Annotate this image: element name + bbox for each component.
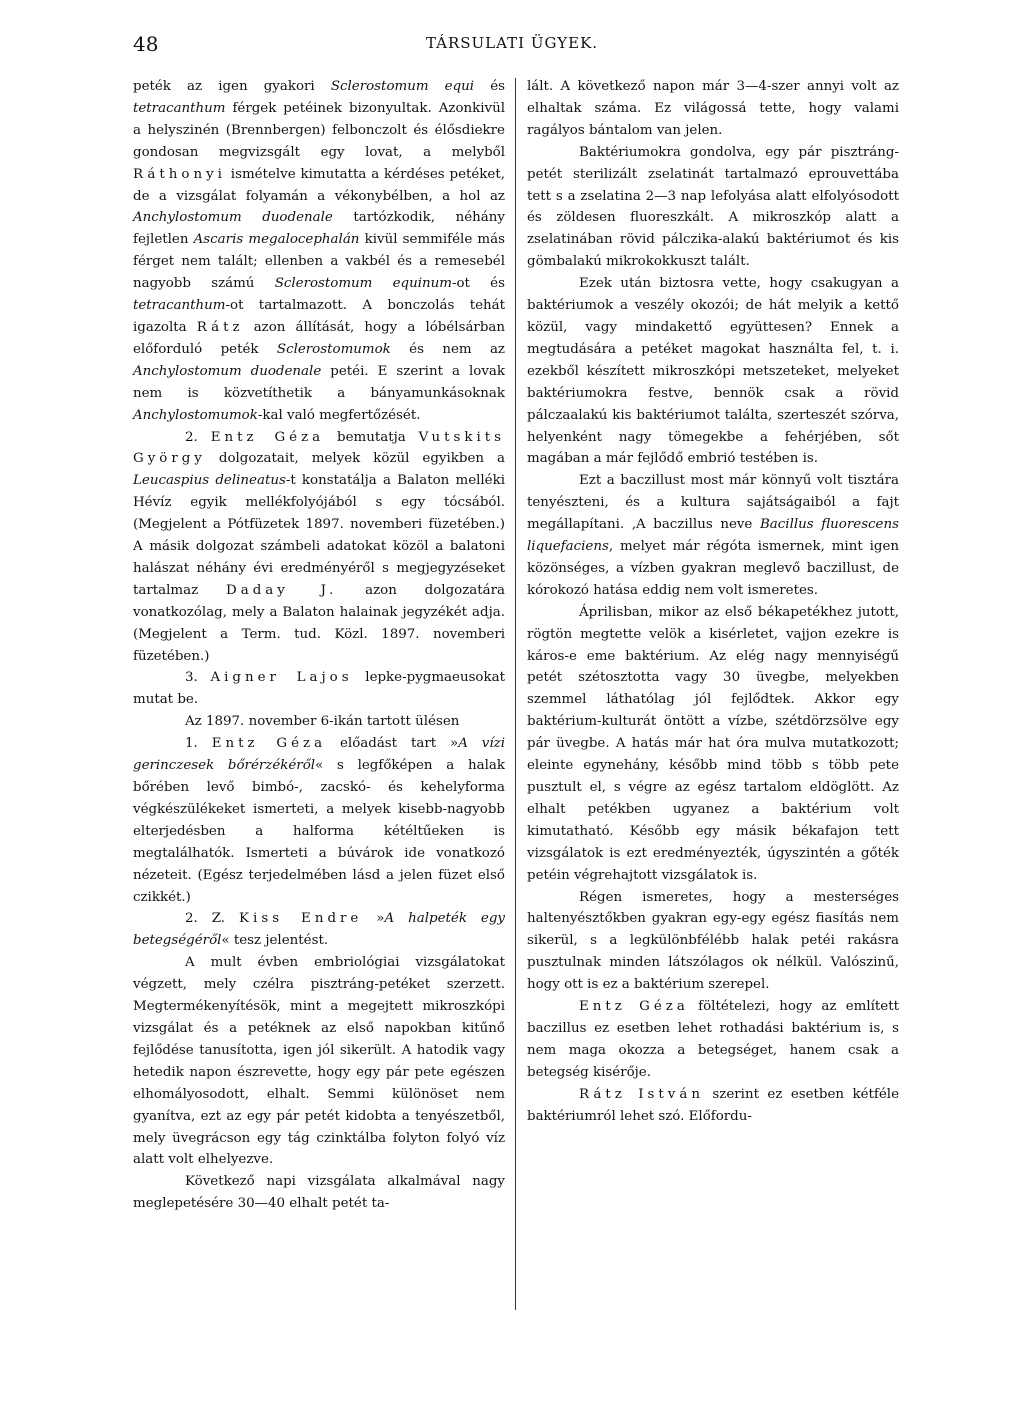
paragraph: 1. Entz Géza előadást tart »A vízi gerinczesek bőrérzékéről« s legfőképen a halak bőrében levő bimbó-, zacskó- és kehelyforma végkészülékeket ismerteti, a melyek kisebb-nagyobb elterjedésben a halforma kétéltűeken is megtalálhatók. Ismerteti a búvárok ide vonatkozó nézeteit. (Egész terjedelmében lásd a jelen füzet első czikkét.)	[133, 736, 505, 905]
running-head: TÁRSULATI ÜGYEK.	[425, 34, 599, 52]
paragraph: Ezek után biztosra vette, hogy csakugyan a baktériumok a veszély okozói; de hát melyik a kettő közül, vagy mindakettő együttesen? Ennek a megtudására a petéket magokat használta fel, t. i. ezekből készített mikroszkópi metszeteket, melyeket baktériumokra festve, bennök csak a rövid pálczaalakú kis baktériumot találta, szerteszét szórva, helyenként nagy tömegekbe a fehérjében, sőt magában a már fejlődő embrió testében is.	[527, 276, 899, 467]
right-column	[527, 76, 899, 1128]
paragraph: 3. Aigner Lajos lepke-pygmaeusokat mutat be.	[133, 670, 505, 708]
paragraph: Ezt a baczillust most már könnyű volt tisztára tenyészteni, és a kultura sajátságaiból a fajt megállapítani. ‚A baczillus neve Bacillus fluorescens liquefaciens, melyet már régóta ismernek, mint igen közönséges, a vízben gyakran meglevő baczillust, de kórokozó hatása eddig nem volt ismeretes.	[527, 473, 899, 598]
paragraph: Rátz István szerint ez esetben kétféle baktériumról lehet szó. Előfordu-	[527, 1086, 899, 1124]
paragraph: Entz Géza föltételezi, hogy az említett baczillus ez esetben lehet rothadási baktérium is, s nem maga okozza a betegséget, hanem csak a betegség kisérője.	[527, 999, 899, 1080]
paragraph: lált. A következő napon már 3—4-szer annyi volt az elhaltak száma. Ez világossá tette, hogy valami ragályos bántalom van jelen.	[527, 79, 899, 138]
paragraph: 2. Entz Géza bemutatja Vutskits György dolgozatait, melyek közül egyikben a Leucaspius delineatus-t konstatálja a Balaton melléki Hévíz egyik mellékfolyójából s egy tócsából. (Megjelent a Pótfüzetek 1897. novemberi füzetében.) A másik dolgozat számbeli adatokat közöl a balatoni halászat néhány évi eredményéről s megjegyzéseket tartalmaz Daday J. azon dolgozatára vonatkozólag, mely a Balaton halainak jegyzékét adja. (Megjelent a Term. tud. Közl. 1897. novemberi füzetében.)	[133, 429, 506, 664]
paragraph: Áprilisban, mikor az első békapetékhez jutott, rögtön megtette velök a kisérletet, vajjon ezekre is káros-e eme baktérium. Az elég nagy mennyiségű petét szétosztotta vagy 30 üvegbe, melyekben szemmel láthatólag jól fejlődtek. Akkor egy baktérium-kulturát öntött a vízbe, szétdörzsölve egy pár üvegbe. A hatás már hat óra mulva mutatkozott; eleinte egynehány, később mind több s több pete pusztult el, s végre az egész tartalom eldöglött. Az elhalt petékben ugyanez a baktérium volt kimutatható. Később egy másik békafajon tett vizsgálatok is ezt eredményezték, úgyszintén a gőték petéin végrehajtott vizsgálatok is.	[527, 604, 899, 883]
paragraph: Baktériumokra gondolva, egy pár pisztráng-petét sterilizált zselatinát tartalmazó eprouvettába tett s a zselatina 2—3 nap lefolyása alatt elfolyósodott és zöldesen fluoreszkált. A mikroszkóp alatt a zselatinában rövid pálczika-alakú baktériumot és kis gömbalakú mikrokokkuszt talált.	[527, 144, 899, 270]
column-divider	[515, 78, 516, 1310]
paragraph: peték az igen gyakori Sclerostomum equi és tetracanthum férgek petéinek bizonyultak. Azonkivül a helyszinén (Brennbergen) felbonczolt és élősdiekre gondosan megvizsgált egy lovat, a melyből Ráthonyi ismételve kimutatta a kérdéses petéket, de a vizsgálat folyamán a vékonybélben, a hol az Anchylostomum duodenale tartózkodik, néhány fejletlen Ascaris megalocephalán kivül semmiféle más férget nem talált; ellenben a vakbél és a remesebél nagyobb számú Sclerostomum equinum-ot és tetracanthum-ot tartalmazott. A bonczolás tehát igazolta Rátz azon állítását, hogy a lóbélsárban előforduló peték Sclerostomumok és nem az Anchylostomum duodenale petéi. E szerint a lovak nem is közvetíthetik a bányamunkásoknak Anchylostomumok-kal való megfertőzését.	[133, 79, 506, 423]
paragraph: Az 1897. november 6-ikán tartott ülésen	[185, 714, 460, 730]
left-column	[133, 76, 505, 1215]
paragraph: A mult évben embriológiai vizsgálatokat végzett, mely czélra pisztráng-petéket szerzett. Megtermékenyítésök, mint a megejtett mikroszkópi vizsgálat és a petéknek az első napokban kitűnő fejlődése tanusította, igen jól sikerült. A hatodik vagy hetedik napon észrevette, hogy egy pár pete egészen elhomályosodott, elhalt. Semmi különöset nem gyanítva, ezt az egy pár petét kidobta a tenyészetből, mely üvegrácson egy tág czinktálba folyton folyó víz alatt volt elhelyezve.	[133, 955, 505, 1168]
paragraph: 2. Z. Kiss Endre »A halpeték egy betegségéről« tesz jelentést.	[133, 911, 505, 949]
page-number: 48	[133, 32, 159, 56]
paragraph: Következő napi vizsgálata alkalmával nagy meglepetésére 30—40 elhalt petét ta-	[133, 1174, 505, 1212]
paragraph: Régen ismeretes, hogy a mesterséges haltenyésztőkben gyakran egy-egy egész fiasítás nem sikerül, s a legkülönbfélébb halak petéi rakásra pusztulnak minden látszólagos ok nélkül. Valószinű, hogy ott is ez a baktérium szerepel.	[527, 889, 899, 993]
